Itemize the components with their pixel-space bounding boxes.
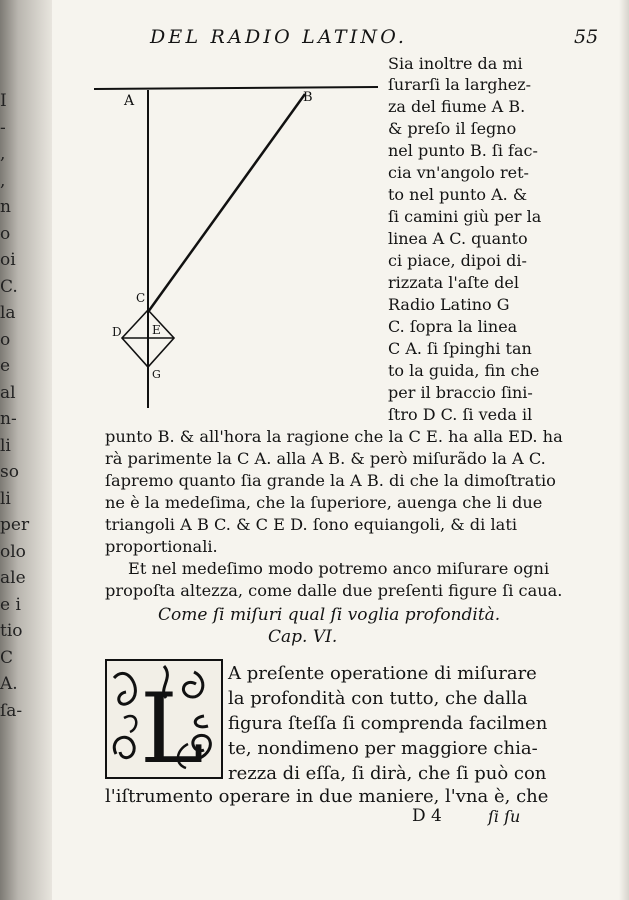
label-b: B xyxy=(303,90,313,105)
line-bc xyxy=(148,94,305,312)
text-line: Et nel medeſimo modo potremo anco miſurare ogni xyxy=(128,559,550,578)
text-line: l'iſtrumento operare in due maniere, l'vna è, che xyxy=(105,786,549,807)
fragment: per xyxy=(0,515,30,535)
fragment: o xyxy=(0,223,11,244)
fragment: - xyxy=(0,117,6,138)
catchword: ſi ſu xyxy=(488,807,521,826)
fragment: A. xyxy=(0,674,18,694)
label-a: A xyxy=(124,93,135,109)
fragment: tio xyxy=(0,621,23,641)
drop-cap-letter: L xyxy=(140,673,204,785)
chapter-number: Cap. VI. xyxy=(268,627,338,647)
text-line: figura ſteſſa ſi comprenda facilmen xyxy=(228,713,548,734)
text-line: ci piace, dipoi di- xyxy=(388,251,527,270)
fragment: li xyxy=(0,435,11,456)
fragment: li xyxy=(0,488,11,509)
text-line: punto B. & all'hora la ragione che la C E. ha alla ED. ha xyxy=(105,427,563,446)
chapter-title: Come ſi miſuri qual ſi voglia profondità. xyxy=(158,605,501,625)
label-e: E xyxy=(152,323,161,337)
fragment: e i xyxy=(0,594,21,615)
text-line: to nel punto A. & xyxy=(388,185,528,204)
text-line: cia vn'angolo ret- xyxy=(388,163,529,182)
fragment: ſa- xyxy=(0,700,23,721)
fragment: oi xyxy=(0,250,16,270)
text-line: triangoli A B C. & C E D. ſono equiangoli, & di lati xyxy=(105,515,517,534)
text-line: ne è la medeſima, che la ſuperiore, auenga che li due xyxy=(105,493,543,512)
fragment: ale xyxy=(0,568,26,588)
label-d: D xyxy=(112,325,122,339)
top-line-ab xyxy=(94,87,378,89)
text-line: Sia inoltre da mi xyxy=(388,54,523,73)
fragment: la xyxy=(0,303,16,323)
fragment: olo xyxy=(0,541,26,562)
text-line: C. ſopra la linea xyxy=(388,317,518,336)
text-line: Radio Latino G xyxy=(388,295,510,314)
text-line: linea A C. quanto xyxy=(388,229,528,248)
text-line: A preſente operatione di miſurare xyxy=(228,663,537,684)
fragment: C. xyxy=(0,276,18,297)
text-line: rizzata l'aſte del xyxy=(388,273,520,292)
fragment: , xyxy=(0,170,6,191)
fragment: n- xyxy=(0,409,17,429)
text-line: rezza di eſſa, ſi dirà, che ſi può con xyxy=(228,763,547,784)
previous-page-fragments xyxy=(0,88,30,724)
geometric-figure xyxy=(90,80,380,410)
text-line: C A. ſi ſpinghi tan xyxy=(388,339,532,358)
running-head: DEL RADIO LATINO. xyxy=(150,26,408,48)
text-line: ſtro D C. ſi veda il xyxy=(388,405,533,424)
text-line: ſurarſi la larghez- xyxy=(388,75,532,94)
text-line: ſapremo quanto ſia grande la A B. di che la dimoſtratio xyxy=(105,471,556,490)
page-edge-shadow xyxy=(619,0,629,900)
fragment: o xyxy=(0,329,11,350)
fragment: I xyxy=(0,91,7,111)
fragment: n xyxy=(0,197,11,217)
text-line: la profondità con tutto, che dalla xyxy=(228,688,528,709)
text-line: proportionali. xyxy=(105,537,218,556)
fragment: , xyxy=(0,144,6,164)
text-line: rà parimente la C A. alla A B. & però miſurãdo la A C. xyxy=(105,449,546,468)
fragment: C xyxy=(0,647,14,668)
fragment: so xyxy=(0,462,19,482)
label-g: G xyxy=(152,368,161,381)
text-line: propoſta altezza, come dalle due preſenti figure ſi caua. xyxy=(105,581,563,600)
text-line: za del fiume A B. xyxy=(388,97,526,116)
text-line: ſi camini giù per la xyxy=(388,207,542,226)
label-c: C xyxy=(136,291,146,305)
text-line: & preſo il ſegno xyxy=(388,119,517,138)
text-line: nel punto B. ſi fac- xyxy=(388,141,538,160)
text-line: te, nondimeno per maggiore chia- xyxy=(228,738,538,759)
signature-mark: D 4 xyxy=(412,806,442,826)
text-line: per il braccio ſini- xyxy=(388,383,533,402)
text-line: to la guida, fin che xyxy=(388,361,540,380)
fragment: al xyxy=(0,382,16,403)
page-number: 55 xyxy=(574,26,599,48)
fragment: e xyxy=(0,356,11,376)
decorated-initial xyxy=(104,658,224,785)
